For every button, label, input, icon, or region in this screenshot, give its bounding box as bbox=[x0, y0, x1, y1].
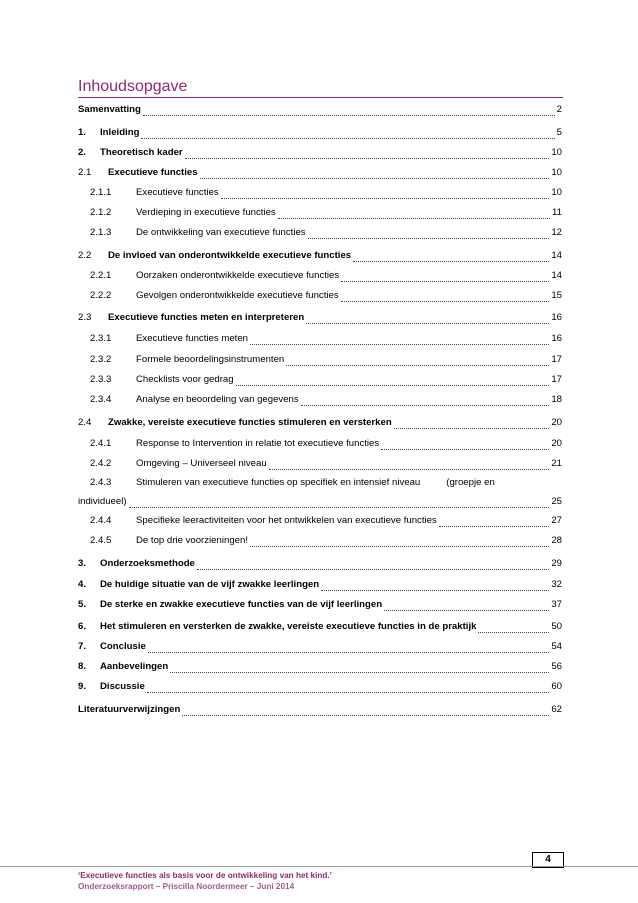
toc-entry-page: 20 bbox=[551, 417, 562, 428]
dot-leader bbox=[141, 129, 554, 139]
toc-entry-number: 2.2.1 bbox=[90, 270, 112, 281]
toc-entry-page: 37 bbox=[551, 599, 562, 610]
toc-entry-page: 56 bbox=[551, 661, 562, 672]
toc-entry-title: Checklists voor gedrag bbox=[136, 374, 234, 385]
toc-entry-title: Gevolgen onderontwikkelde executieve functies bbox=[136, 290, 339, 301]
toc-entry[interactable] bbox=[90, 513, 562, 527]
toc-entry-number: 2.3.4 bbox=[90, 394, 112, 405]
dot-leader bbox=[182, 706, 549, 716]
toc-entry[interactable] bbox=[78, 415, 562, 429]
toc-entry-number: 2.2.2 bbox=[90, 290, 112, 301]
toc-entry-title: Aanbevelingen bbox=[100, 661, 169, 672]
toc-entry-page: 27 bbox=[551, 515, 562, 526]
dot-leader bbox=[221, 189, 550, 199]
toc-entry[interactable] bbox=[78, 577, 562, 591]
toc-entry-page: 18 bbox=[551, 394, 562, 405]
toc-entry-page: 29 bbox=[551, 558, 562, 569]
toc-entry-title: Het stimuleren en versterken de zwakke, vereiste executieve functies in de praktijk bbox=[100, 621, 477, 632]
toc-entry-page: 10 bbox=[551, 147, 562, 158]
toc-entry[interactable] bbox=[90, 392, 562, 406]
toc-entry-number: 2.4 bbox=[78, 417, 92, 428]
dot-leader bbox=[250, 537, 549, 547]
toc-entry-number: 2.1.1 bbox=[90, 187, 112, 198]
toc-entry-number: 6. bbox=[78, 621, 87, 632]
dot-leader bbox=[341, 272, 549, 282]
toc-entry-title: De top drie voorzieningen! bbox=[136, 535, 248, 546]
footer-divider bbox=[0, 866, 638, 867]
toc-entry-page: 17 bbox=[551, 354, 562, 365]
toc-entry[interactable] bbox=[78, 619, 562, 633]
toc-entry-page: 25 bbox=[551, 496, 562, 507]
toc-entry-page: 50 bbox=[551, 621, 562, 632]
dot-leader bbox=[321, 581, 549, 591]
page-title: Inhoudsopgave bbox=[78, 78, 188, 95]
toc-entry-title: De sterke en zwakke executieve functies van de vijf leerlingen bbox=[100, 599, 383, 610]
toc-entry-page: 10 bbox=[551, 167, 562, 178]
toc-entry[interactable] bbox=[78, 102, 562, 116]
toc-entry[interactable] bbox=[78, 477, 562, 507]
toc-entry-title: Executieve functies bbox=[108, 167, 198, 178]
dot-leader bbox=[269, 460, 550, 470]
toc-entry[interactable] bbox=[78, 679, 562, 693]
toc-entry-page: 14 bbox=[551, 250, 562, 261]
dot-leader bbox=[384, 601, 549, 611]
toc-entry-number: 2.3 bbox=[78, 312, 92, 323]
toc-entry[interactable] bbox=[90, 533, 562, 547]
dot-leader bbox=[308, 229, 550, 239]
toc-entry-title: Verdieping in executieve functies bbox=[136, 207, 276, 218]
toc-entry-number: 2.1 bbox=[78, 167, 92, 178]
toc-entry-title: Analyse en beoordeling van gegevens bbox=[136, 394, 299, 405]
toc-entry[interactable] bbox=[90, 205, 562, 219]
toc-entry-title: Omgeving – Universeel niveau bbox=[136, 458, 267, 469]
dot-leader bbox=[341, 292, 550, 302]
dot-leader bbox=[278, 209, 550, 219]
toc-entry-page: 12 bbox=[551, 227, 562, 238]
toc-entry-title: Stimuleren van executieve functies op specifiek en intensief niveau bbox=[136, 477, 421, 488]
toc-entry[interactable] bbox=[78, 310, 562, 324]
toc-entry[interactable] bbox=[78, 125, 562, 139]
toc-entry-number: 5. bbox=[78, 599, 87, 610]
dot-leader bbox=[439, 517, 550, 527]
toc-entry-title: De invloed van onderontwikkelde executieve functies bbox=[108, 250, 352, 261]
toc-entry-number: 2.1.3 bbox=[90, 227, 112, 238]
toc-entry-number: 2.4.4 bbox=[90, 515, 112, 526]
toc-entry-title: Literatuurverwijzingen bbox=[78, 704, 181, 715]
footer-title: ‘Executieve functies als basis voor de ontwikkeling van het kind.’ bbox=[78, 871, 332, 880]
dot-leader bbox=[306, 314, 549, 324]
dot-leader bbox=[147, 683, 550, 693]
toc-entry-title: Samenvatting bbox=[78, 104, 141, 115]
toc-entry[interactable] bbox=[78, 248, 562, 262]
toc-entry-title: Formele beoordelingsinstrumenten bbox=[136, 354, 285, 365]
toc-entry[interactable] bbox=[90, 436, 562, 450]
toc-entry[interactable] bbox=[90, 372, 562, 386]
toc-entry[interactable] bbox=[78, 556, 562, 570]
toc-entry-number: 2.4.5 bbox=[90, 535, 112, 546]
dot-leader bbox=[250, 335, 549, 345]
toc-entry[interactable] bbox=[90, 456, 562, 470]
toc-entry-page: 17 bbox=[551, 374, 562, 385]
toc-entry-page: 11 bbox=[552, 207, 562, 218]
toc-entry-title: Response to Intervention in relatie tot executieve functies bbox=[136, 438, 380, 449]
toc-entry-title: Oorzaken onderontwikkelde executieve functies bbox=[136, 270, 340, 281]
toc-entry-number: 9. bbox=[78, 681, 87, 692]
toc-entry-number: 7. bbox=[78, 641, 87, 652]
toc-entry-number: 8. bbox=[78, 661, 87, 672]
toc-entry-page: 16 bbox=[551, 333, 562, 344]
title-underline bbox=[78, 97, 563, 98]
toc-entry[interactable] bbox=[78, 165, 562, 179]
dot-leader bbox=[353, 252, 549, 262]
toc-entry-number: 2.3.2 bbox=[90, 354, 112, 365]
footer-subtitle: Onderzoeksrapport – Priscilla Noordermeer – Juni 2014 bbox=[78, 882, 295, 891]
toc-entry[interactable] bbox=[90, 185, 562, 199]
toc-entry[interactable] bbox=[90, 225, 562, 239]
toc-entry-page: 54 bbox=[551, 641, 562, 652]
page-number: 4 bbox=[532, 852, 564, 868]
toc-entry-number: 2.4.1 bbox=[90, 438, 112, 449]
dot-leader bbox=[197, 560, 549, 570]
toc-entry-page: 2 bbox=[556, 104, 562, 115]
toc-entry-title: Inleiding bbox=[100, 127, 140, 138]
toc-entry[interactable] bbox=[78, 145, 562, 159]
toc-entry[interactable] bbox=[90, 288, 562, 302]
toc-entry-title: Specifieke leeractiviteiten voor het ontwikkelen van executieve functies bbox=[136, 515, 437, 526]
toc-entry-title: Theoretisch kader bbox=[100, 147, 183, 158]
dot-leader bbox=[301, 396, 550, 406]
toc-entry-number: 1. bbox=[78, 127, 87, 138]
toc-entry-title: Discussie bbox=[100, 681, 145, 692]
toc-entry[interactable] bbox=[78, 659, 562, 673]
toc-entry-number: 2.4.3 bbox=[90, 477, 112, 488]
toc-entry-title: Executieve functies meten bbox=[136, 333, 248, 344]
toc-entry-title-continued: individueel) bbox=[78, 496, 127, 507]
toc-entry-title: Executieve functies meten en interpreteren bbox=[108, 312, 305, 323]
toc-entry-number: 3. bbox=[78, 558, 87, 569]
dot-leader bbox=[478, 623, 549, 633]
dot-leader bbox=[129, 498, 550, 508]
dot-leader bbox=[236, 376, 550, 386]
toc-entry[interactable] bbox=[78, 639, 562, 653]
toc-entry-page: 62 bbox=[551, 704, 562, 715]
toc-entry[interactable] bbox=[90, 331, 562, 345]
dot-leader bbox=[185, 149, 550, 159]
dot-leader bbox=[394, 419, 550, 429]
toc-entry-page: 32 bbox=[551, 579, 562, 590]
toc-entry-number: 2.4.2 bbox=[90, 458, 112, 469]
toc-entry-page: 28 bbox=[551, 535, 562, 546]
toc-entry-number: 4. bbox=[78, 579, 87, 590]
dot-leader bbox=[381, 440, 549, 450]
toc-entry-title-continued: (groepje en bbox=[446, 477, 495, 488]
toc-entry-page: 60 bbox=[551, 681, 562, 692]
toc-entry-number: 2.2 bbox=[78, 250, 92, 261]
toc-entry[interactable] bbox=[90, 352, 562, 366]
toc-entry-page: 14 bbox=[551, 270, 562, 281]
toc-entry-page: 15 bbox=[551, 290, 562, 301]
toc-entry-page: 10 bbox=[551, 187, 562, 198]
toc-entry-number: 2.3.1 bbox=[90, 333, 112, 344]
dot-leader bbox=[170, 663, 549, 673]
toc-entry-title: Zwakke, vereiste executieve functies stimuleren en versterken bbox=[108, 417, 392, 428]
toc-entry[interactable] bbox=[78, 702, 562, 716]
toc-entry-number: 2.1.2 bbox=[90, 207, 112, 218]
dot-leader bbox=[200, 169, 550, 179]
toc-entry-page: 20 bbox=[551, 438, 562, 449]
toc-entry-number: 2. bbox=[78, 147, 87, 158]
toc-entry-title: Executieve functies bbox=[136, 187, 219, 198]
dot-leader bbox=[143, 106, 555, 116]
dot-leader bbox=[148, 643, 549, 653]
toc-entry[interactable] bbox=[78, 597, 562, 611]
toc-entry[interactable] bbox=[90, 268, 562, 282]
toc-entry-page: 16 bbox=[551, 312, 562, 323]
toc-entry-title: Onderzoeksmethode bbox=[100, 558, 195, 569]
toc-entry-title: De huidige situatie van de vijf zwakke leerlingen bbox=[100, 579, 320, 590]
toc-entry-page: 21 bbox=[551, 458, 562, 469]
toc-entry-title: De ontwikkeling van executieve functies bbox=[136, 227, 306, 238]
toc-entry-page: 5 bbox=[556, 127, 562, 138]
dot-leader bbox=[286, 356, 549, 366]
toc-entry-title: Conclusie bbox=[100, 641, 146, 652]
toc-entry-number: 2.3.3 bbox=[90, 374, 112, 385]
